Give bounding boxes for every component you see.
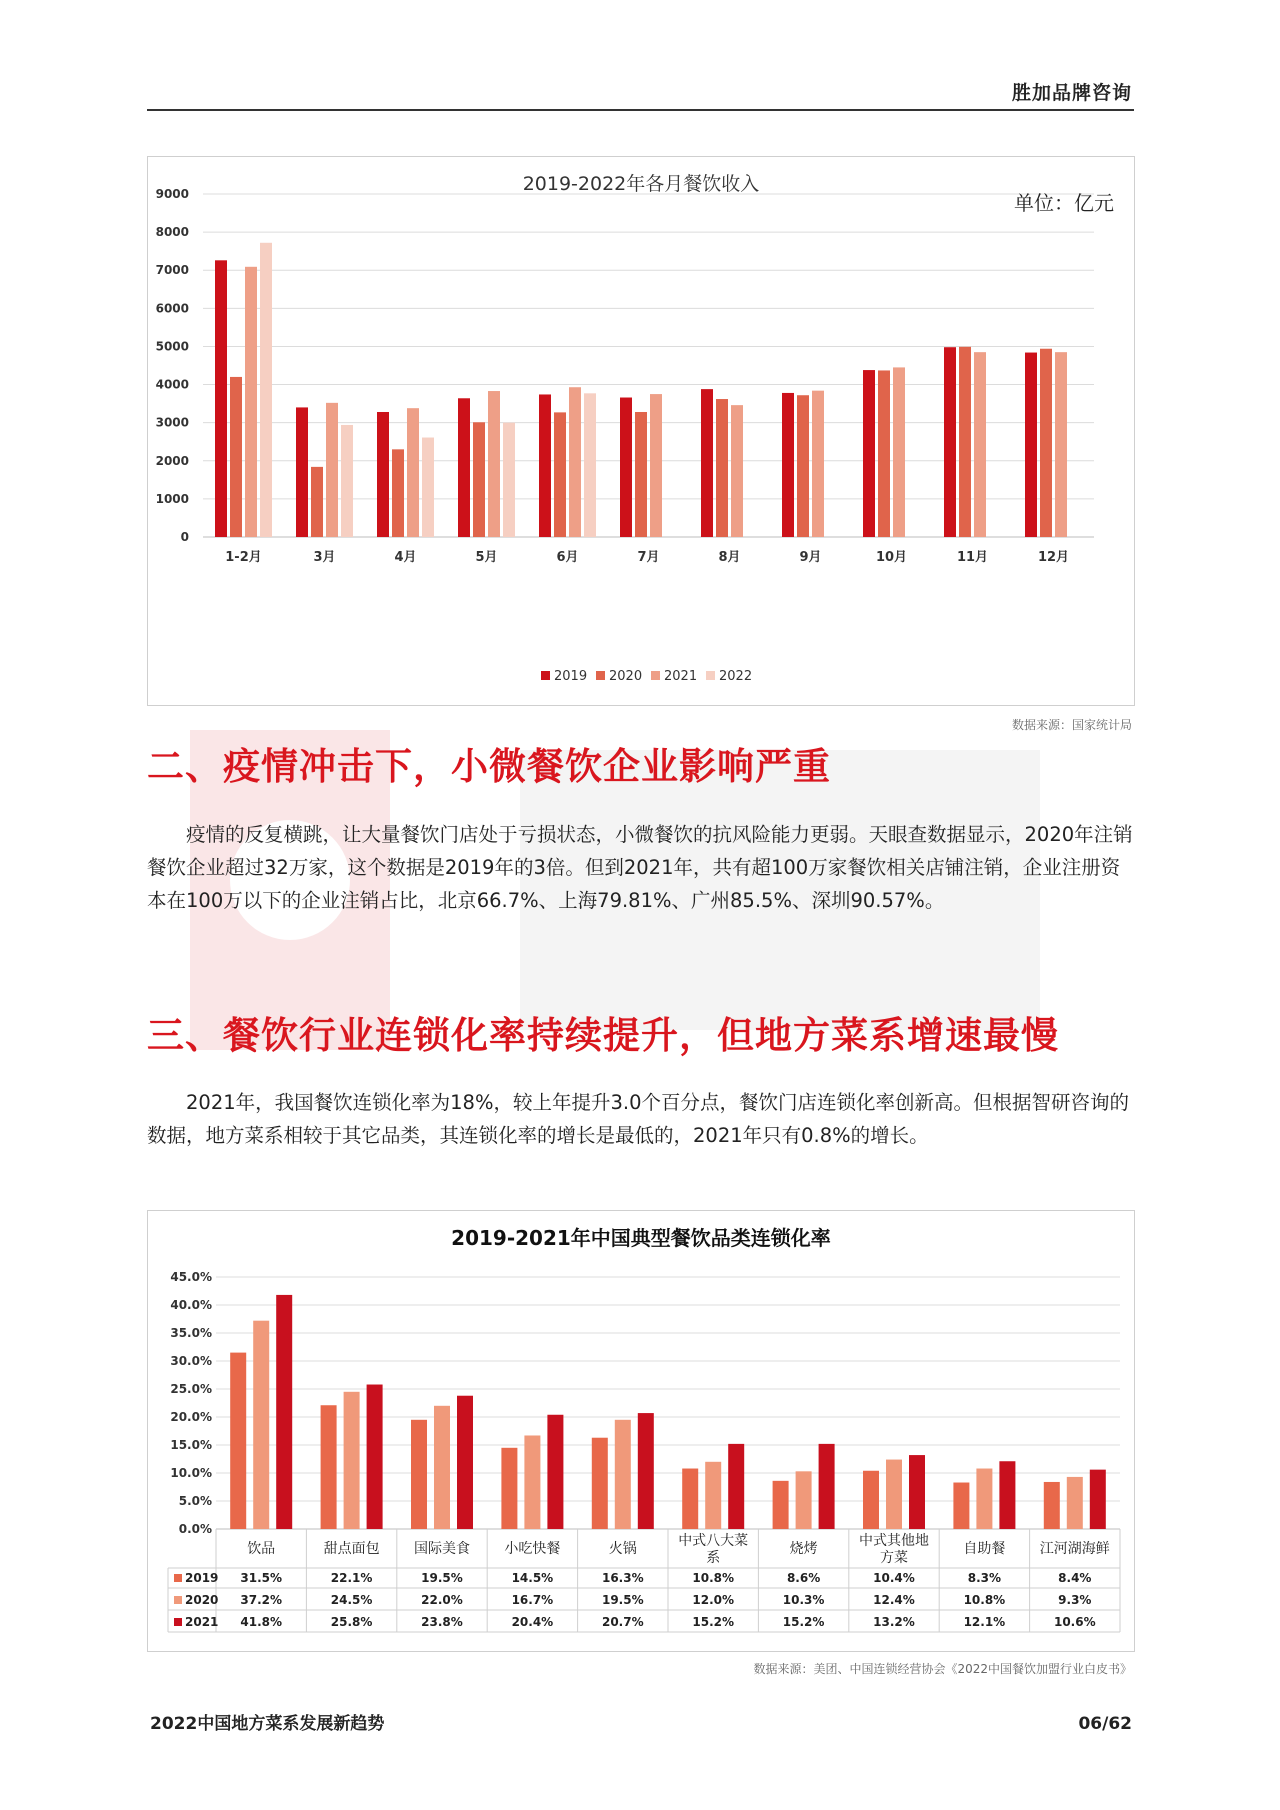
legend-swatch-2020 [174, 1596, 182, 1604]
x-tick-label: 烧烤 [789, 1541, 818, 1557]
y-tick-label: 0.0% [178, 1522, 212, 1536]
y-tick-label: 4000 [155, 377, 189, 392]
bar-2020 [615, 1420, 631, 1529]
table-cell: 20.4% [511, 1615, 554, 1629]
x-tick-label: 6月 [556, 550, 579, 565]
bar-2021 [1090, 1470, 1106, 1529]
y-tick-label: 6000 [155, 301, 189, 316]
bar-2021 [999, 1461, 1015, 1529]
bar-2021 [276, 1295, 292, 1529]
bar-2019 [773, 1481, 789, 1529]
x-tick-label: 甜点面包 [323, 1541, 380, 1557]
legend-label: 2020 [609, 669, 643, 684]
y-tick-label: 0 [180, 530, 189, 544]
table-cell: 20.7% [601, 1615, 644, 1629]
legend-swatch-2021 [174, 1618, 182, 1626]
table-cell: 41.8% [240, 1615, 283, 1629]
bar-2021 [326, 403, 338, 537]
x-tick-label: 10月 [875, 550, 908, 565]
bar-2019 [1025, 353, 1037, 537]
bar-2021 [245, 267, 257, 537]
y-tick-label: 8000 [155, 225, 189, 240]
bar-2021 [407, 408, 419, 537]
y-tick-label: 15.0% [170, 1438, 212, 1452]
bar-2021 [547, 1415, 563, 1529]
brand-name: 胜加品牌咨询 [1011, 82, 1132, 104]
table-cell: 22.0% [421, 1593, 463, 1607]
bar-2022 [584, 393, 596, 537]
chain-rate-chart-card [147, 1210, 1135, 1652]
bar-2020 [976, 1469, 992, 1529]
chart1-source: 数据来源：国家统计局 [1011, 718, 1132, 732]
footer-title: 2022中国地方菜系发展新趋势 [150, 1714, 385, 1734]
bar-2021 [731, 405, 743, 537]
x-tick-label: 中式八大菜 [678, 1533, 749, 1549]
table-cell: 10.4% [873, 1571, 915, 1585]
bar-2020 [705, 1462, 721, 1529]
chart-title: 2019-2021年中国典型餐饮品类连锁化率 [451, 1226, 831, 1250]
table-cell: 16.3% [601, 1571, 644, 1585]
bar-2019 [539, 394, 551, 537]
bar-2020 [473, 422, 485, 537]
y-tick-label: 2000 [155, 453, 189, 468]
bar-2019 [215, 260, 227, 537]
y-tick-label: 40.0% [170, 1298, 212, 1312]
table-cell: 8.4% [1058, 1571, 1092, 1585]
bar-2020 [253, 1321, 269, 1529]
table-cell: 10.8% [963, 1593, 1006, 1607]
bar-2020 [1040, 349, 1052, 537]
x-tick-label: 方菜 [880, 1550, 908, 1566]
x-tick-label: 火锅 [608, 1541, 637, 1557]
bar-2019 [458, 398, 470, 537]
bar-2019 [863, 370, 875, 537]
bar-2021 [819, 1444, 835, 1529]
bar-2020 [878, 370, 890, 537]
legend-swatch-2019 [174, 1574, 182, 1582]
x-tick-label: 11月 [956, 550, 989, 565]
bar-2019 [501, 1448, 517, 1529]
x-tick-label: 8月 [718, 550, 741, 565]
legend-label: 2022 [719, 669, 753, 684]
unit-label: 单位：亿元 [1014, 191, 1114, 215]
legend-label: 2021 [664, 669, 698, 684]
table-cell: 25.8% [330, 1615, 373, 1629]
bar-2019 [377, 412, 389, 537]
bar-2019 [411, 1420, 427, 1529]
y-tick-label: 10.0% [170, 1466, 212, 1480]
legend-label: 2020 [185, 1593, 219, 1607]
bar-2019 [682, 1469, 698, 1529]
bar-2022 [503, 423, 515, 537]
bar-2022 [422, 438, 434, 537]
x-tick-label: 1-2月 [225, 550, 262, 565]
bar-2020 [886, 1460, 902, 1529]
table-cell: 15.2% [782, 1615, 825, 1629]
bar-2021 [812, 391, 824, 537]
x-tick-label: 小吃快餐 [504, 1541, 561, 1557]
bar-2022 [341, 425, 353, 537]
table-cell: 10.8% [692, 1571, 735, 1585]
bar-2019 [296, 407, 308, 537]
bar-2020 [796, 1471, 812, 1529]
x-tick-label: 12月 [1037, 550, 1070, 565]
bar-2020 [434, 1406, 450, 1529]
bar-2021 [974, 352, 986, 537]
bar-2020 [635, 412, 647, 537]
monthly-revenue-chart [148, 157, 1134, 705]
y-tick-label: 5000 [155, 339, 189, 354]
y-tick-label: 45.0% [170, 1270, 212, 1284]
table-cell: 13.2% [873, 1615, 915, 1629]
bar-2020 [230, 377, 242, 537]
legend-swatch-2020 [596, 671, 605, 680]
bar-2021 [650, 394, 662, 537]
bar-2019 [701, 389, 713, 537]
y-tick-label: 30.0% [170, 1354, 212, 1368]
table-cell: 14.5% [511, 1571, 554, 1585]
y-tick-label: 7000 [155, 263, 189, 278]
table-cell: 12.0% [692, 1593, 735, 1607]
table-cell: 12.1% [963, 1615, 1006, 1629]
bar-2020 [1067, 1477, 1083, 1529]
bar-2021 [893, 367, 905, 537]
bar-2021 [488, 391, 500, 537]
table-cell: 23.8% [421, 1615, 463, 1629]
x-tick-label: 4月 [394, 550, 417, 565]
bar-2020 [797, 395, 809, 537]
section2-heading: 二、疫情冲击下，小微餐饮企业影响严重 [147, 745, 831, 788]
table-cell: 16.7% [511, 1593, 554, 1607]
bar-2020 [554, 412, 566, 537]
bar-2020 [524, 1435, 540, 1529]
bar-2021 [638, 1413, 654, 1529]
monthly-revenue-chart-card [147, 156, 1135, 706]
bar-2021 [367, 1385, 383, 1529]
bar-2021 [1055, 352, 1067, 537]
x-tick-label: 系 [706, 1550, 721, 1566]
bar-2020 [344, 1392, 360, 1529]
bar-2020 [716, 399, 728, 537]
table-cell: 19.5% [601, 1593, 644, 1607]
x-tick-label: 7月 [637, 550, 660, 565]
bar-2021 [728, 1444, 744, 1529]
bar-2019 [592, 1438, 608, 1529]
bar-2021 [457, 1396, 473, 1529]
bar-2019 [944, 347, 956, 537]
x-tick-label: 国际美食 [414, 1541, 470, 1557]
table-cell: 10.3% [782, 1593, 825, 1607]
table-cell: 15.2% [692, 1615, 735, 1629]
bar-2022 [260, 243, 272, 537]
bar-2019 [782, 393, 794, 537]
legend-swatch-2021 [651, 671, 660, 680]
x-tick-label: 3月 [313, 550, 336, 565]
table-cell: 8.6% [786, 1571, 821, 1585]
legend-swatch-2019 [541, 671, 550, 680]
section2-paragraph: 疫情的反复横跳，让大量餐饮门店处于亏损状态，小微餐饮的抗风险能力更弱。天眼查数据显示，2020年注销餐饮企业超过32万家，这个数据是2019年的3倍。但到2021年，共有超100万家餐饮相关店铺注销，企业注册资本在100万以下的企业注销占比，北京66.7%、上海79.81%、广州85.5%、深圳90.57%。 [147, 823, 1133, 912]
x-tick-label: 5月 [475, 550, 498, 565]
x-tick-label: 饮品 [247, 1541, 276, 1557]
header-divider [147, 109, 1134, 111]
bar-2019 [1044, 1482, 1060, 1529]
table-cell: 9.3% [1058, 1593, 1092, 1607]
legend-swatch-2022 [706, 671, 715, 680]
bar-2021 [569, 387, 581, 537]
y-tick-label: 3000 [155, 415, 189, 430]
legend-label: 2019 [554, 669, 588, 684]
bar-2020 [392, 449, 404, 537]
x-tick-label: 自助餐 [963, 1541, 1006, 1557]
section3-heading: 三、餐饮行业连锁化率持续提升，但地方菜系增速最慢 [147, 1014, 1059, 1057]
bar-2020 [311, 467, 323, 537]
chart-title: 2019-2022年各月餐饮收入 [522, 173, 760, 195]
table-cell: 22.1% [330, 1571, 373, 1585]
table-cell: 10.6% [1053, 1615, 1096, 1629]
x-tick-label: 江河湖海鲜 [1039, 1541, 1110, 1557]
y-tick-label: 35.0% [170, 1326, 212, 1340]
bar-2019 [230, 1353, 246, 1529]
section3-paragraph: 2021年，我国餐饮连锁化率为18%，较上年提升3.0个百分点，餐饮门店连锁化率创新高。但根据智研咨询的数据，地方菜系相较于其它品类，其连锁化率的增长是最低的，2021年只有0.8%的增长。 [147, 1091, 1129, 1147]
y-tick-label: 1000 [155, 491, 189, 506]
table-cell: 19.5% [421, 1571, 463, 1585]
chain-rate-chart [148, 1211, 1134, 1651]
bar-2020 [959, 347, 971, 537]
y-tick-label: 25.0% [170, 1382, 212, 1396]
bar-2021 [909, 1455, 925, 1529]
x-tick-label: 中式其他地 [859, 1533, 929, 1549]
chart2-source: 数据来源：美团、中国连锁经营协会《2022中国餐饮加盟行业白皮书》 [753, 1662, 1132, 1676]
table-cell: 8.3% [967, 1571, 1002, 1585]
legend-label: 2019 [185, 1571, 219, 1585]
y-tick-label: 5.0% [178, 1494, 212, 1508]
legend-label: 2021 [185, 1615, 219, 1629]
bar-2019 [321, 1405, 337, 1529]
table-cell: 24.5% [330, 1593, 373, 1607]
table-cell: 31.5% [240, 1571, 283, 1585]
x-tick-label: 9月 [799, 550, 822, 565]
bar-2019 [953, 1483, 969, 1529]
y-tick-label: 9000 [155, 187, 189, 201]
table-cell: 37.2% [240, 1593, 283, 1607]
y-tick-label: 20.0% [170, 1410, 212, 1424]
bar-2019 [620, 398, 632, 537]
table-cell: 12.4% [873, 1593, 915, 1607]
page-number: 06/62 [1078, 1714, 1132, 1734]
bar-2019 [863, 1471, 879, 1529]
